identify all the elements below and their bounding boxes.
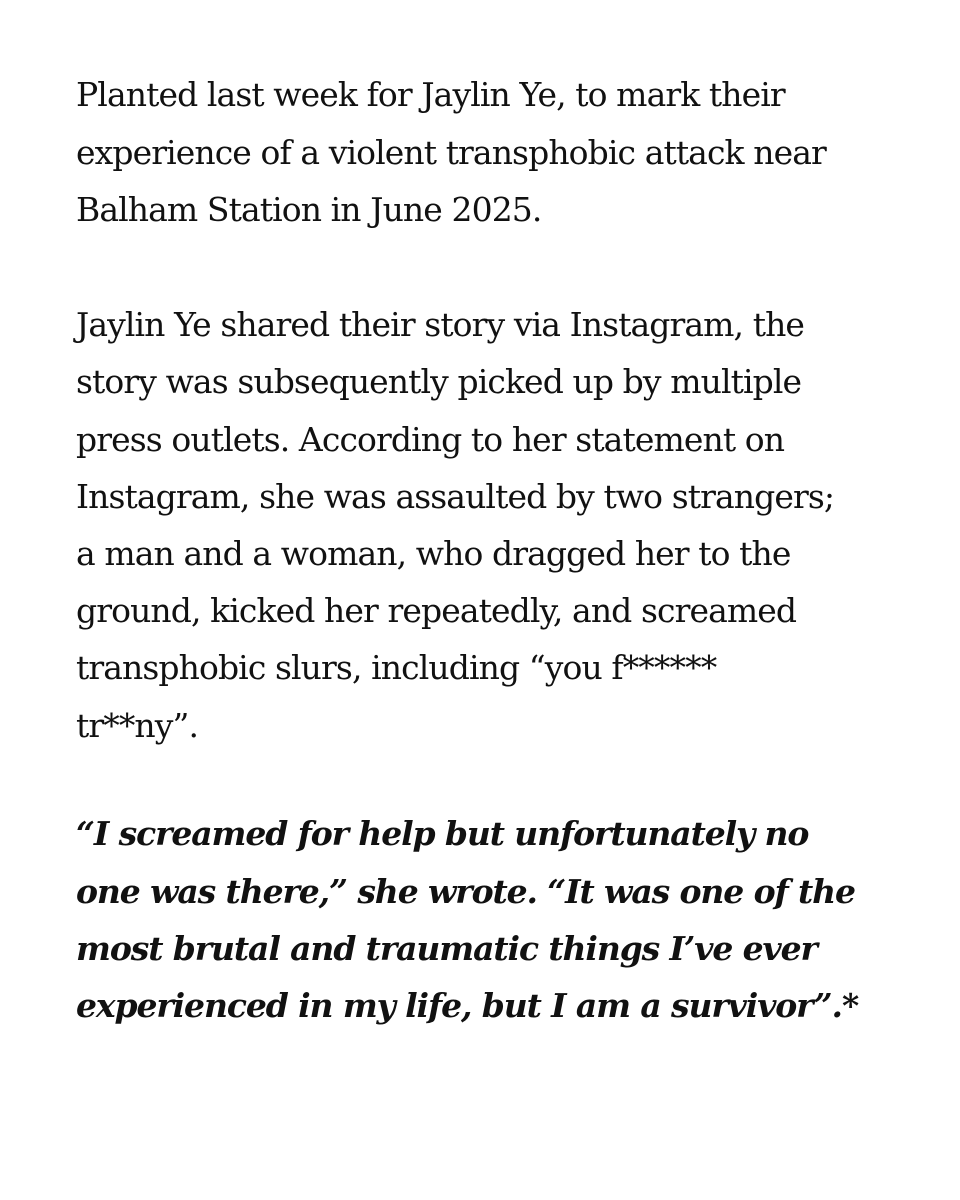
text-line: tr**ny”. <box>76 706 199 745</box>
text-line: ground, kicked her repeatedly, and screamed <box>76 591 797 630</box>
quote-line: experienced in my life, but I am a survivor”.* <box>76 986 859 1025</box>
text-line: Instagram, she was assaulted by two strangers; <box>76 477 835 516</box>
quote-line: “I screamed for help but unfortunately no <box>76 814 809 853</box>
text-line: Planted last week for Jaylin Ye, to mark their <box>76 75 785 114</box>
text-line: press outlets. According to her statement on <box>76 420 785 459</box>
quote-line: one was there,” she wrote. “It was one of the <box>76 872 855 911</box>
text-line: a man and a woman, who dragged her to the <box>76 534 791 573</box>
text-line: Jaylin Ye shared their story via Instagram, the <box>76 305 805 344</box>
text-line: experience of a violent transphobic attack near <box>76 133 826 172</box>
quote-line: most brutal and traumatic things I’ve ever <box>76 929 817 968</box>
text-line: Balham Station in June 2025. <box>76 190 542 229</box>
text-line: transphobic slurs, including “you f****** <box>76 648 717 687</box>
text-line: story was subsequently picked up by multiple <box>76 362 802 401</box>
